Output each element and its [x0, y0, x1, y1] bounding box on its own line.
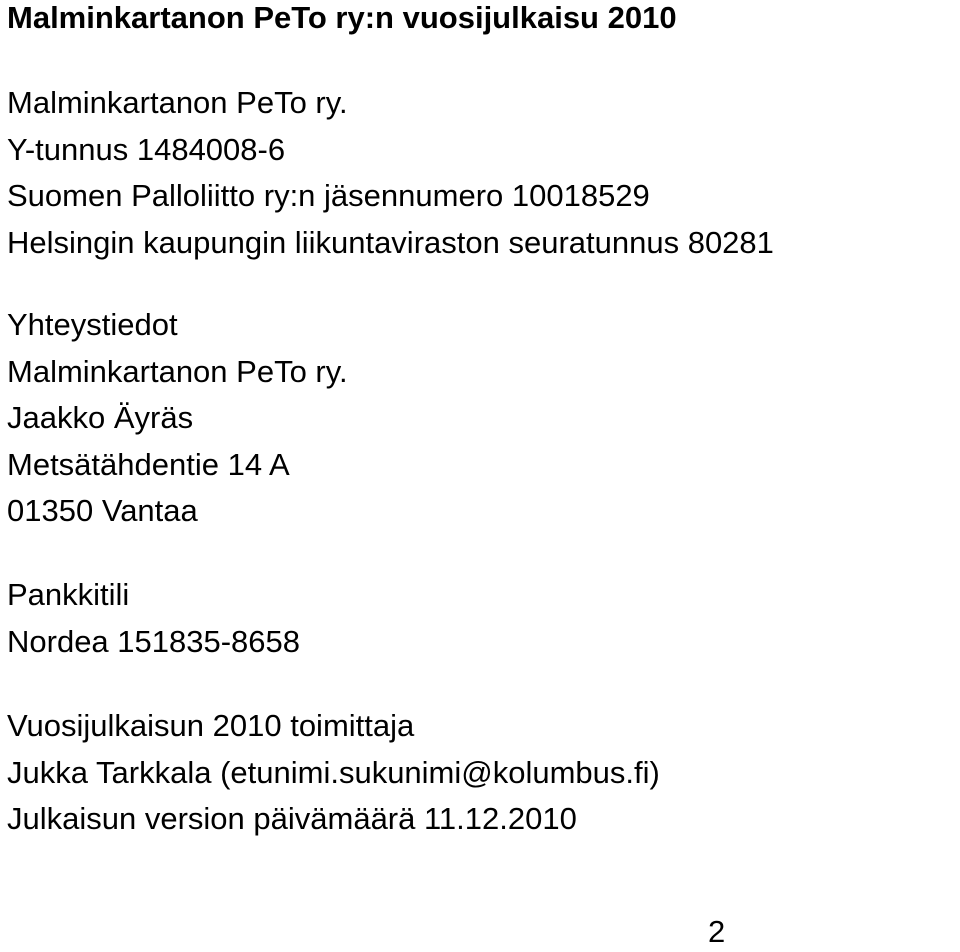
club-code: Helsingin kaupungin liikuntaviraston seuratunnus 80281 [7, 224, 774, 260]
page-number: 2 [708, 914, 726, 949]
organization-name: Malminkartanon PeTo ry. [7, 85, 348, 120]
member-number: Suomen Palloliitto ry:n jäsennumero 10018529 [7, 178, 650, 213]
bank-account: Nordea 151835-8658 [7, 623, 301, 659]
contact-heading: Yhteystiedot [7, 307, 178, 342]
bank-heading: Pankkitili [7, 577, 130, 612]
contact-organization: Malminkartanon PeTo ry. [7, 353, 348, 389]
contact-info [7, 302, 348, 535]
contact-person: Jaakko Äyräs [7, 400, 194, 435]
contact-city: 01350 Vantaa [7, 493, 198, 528]
editor-heading: Vuosijulkaisun 2010 toimittaja [7, 708, 415, 743]
version-date: Julkaisun version päivämäärä 11.12.2010 [7, 801, 577, 836]
contact-street: Metsätähdentie 14 A [7, 446, 290, 482]
editor-name: Jukka Tarkkala (etunimi.sukunimi@kolumbus.fi) [7, 754, 660, 790]
organization-info [7, 80, 774, 266]
business-id: Y-tunnus 1484008-6 [7, 131, 286, 167]
bank-info [7, 572, 300, 665]
editor-info [7, 703, 660, 843]
document-title: Malminkartanon PeTo ry:n vuosijulkaisu 2010 [7, 0, 677, 35]
